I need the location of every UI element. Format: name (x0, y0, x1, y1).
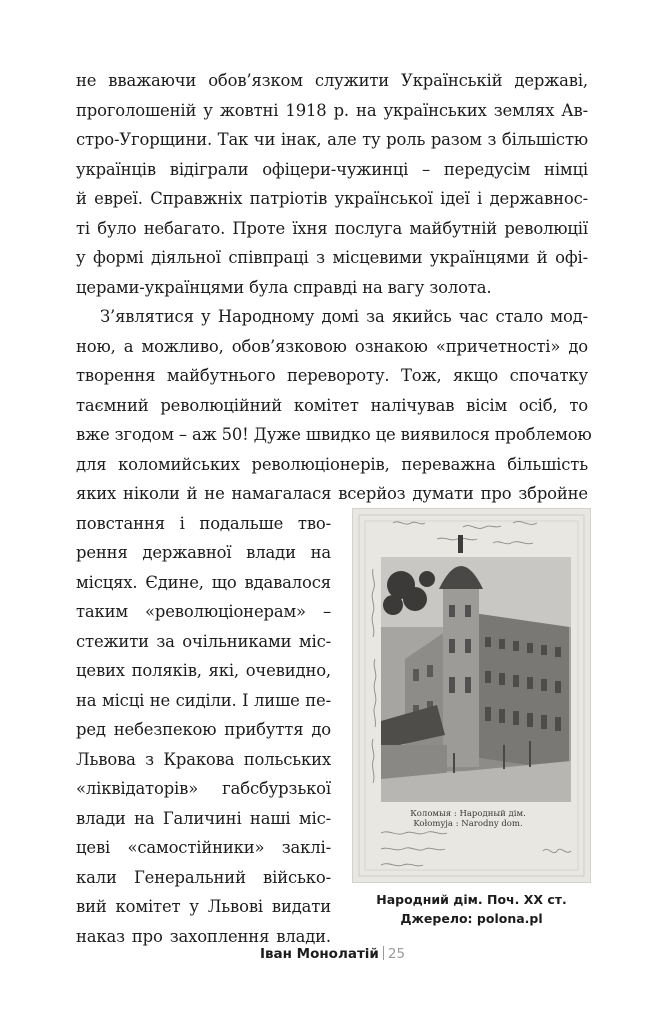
body-line: у формі діяльної співпраці з місцевими українцями й офі- (76, 248, 588, 267)
page-footer (0, 946, 665, 962)
page-number: 25 (387, 946, 406, 962)
body-line: «ліквідаторів» габсбурзької (76, 779, 331, 798)
body-line: українців відіграли офіцери-чужинці – передусім німці (76, 160, 588, 179)
body-line: стро-Угорщини. Так чи інак, але ту роль разом з більшістю (76, 130, 588, 149)
body-line: й евреї. Справжніх патріотів української ідеї і державнос- (76, 189, 588, 208)
body-line: таємний революційний комітет налічував вісім осіб, то (76, 396, 588, 415)
body-line: яких ніколи й не намагалася всерйоз думати про збройне (76, 484, 588, 503)
body-line: ною, а можливо, обов’язковою ознакою «причетності» до (76, 337, 588, 356)
postcard-caption-line2: Kołomyja : Narodny dom. (413, 819, 523, 829)
paragraph-first-line: З’являтися у Народному домі за якийсь час стало мод- (100, 307, 588, 326)
postcard-caption-line1: Коломыя : Народный дім. (410, 809, 526, 819)
postcard-photo (352, 508, 591, 883)
body-line: проголошеній у жовтні 1918 р. на українських землях Ав- (76, 101, 588, 120)
paragraph-last-line: наказ про захоплення влади. (76, 927, 331, 946)
body-line: місцях. Єдине, що вдавалося (76, 573, 331, 592)
body-line: повстання і подальше тво- (76, 514, 331, 533)
body-line: рення державної влади на (76, 543, 331, 562)
body-line: таким «революціонерам» – (76, 602, 331, 621)
body-line: для коломийських революціонерів, переважна більшість (76, 455, 588, 474)
body-line: на місці не сиділи. І лише пе- (76, 691, 331, 710)
figure-caption-source: Джерело: polona.pl (400, 911, 543, 926)
body-line: кали Генеральний військо- (76, 868, 331, 887)
body-line: стежити за очільниками міс- (76, 632, 331, 651)
figure-caption-title: Народний дім. Поч. XX ст. (376, 892, 567, 907)
body-line: вже згодом – аж 50! Дуже швидко це виявилося проблемою (76, 425, 592, 444)
footer-separator (383, 946, 384, 960)
body-line: не вважаючи обов’язком служити Українській державі, (76, 71, 588, 90)
body-line: цевих поляків, які, очевидно, (76, 661, 331, 680)
running-author: Іван Монолатій (259, 946, 379, 962)
body-line: вий комітет у Львові видати (76, 897, 331, 916)
body-line: творення майбутнього перевороту. Тож, якщо спочатку (76, 366, 588, 385)
body-line: влади на Галичині наші міс- (76, 809, 331, 828)
paragraph-last-line: церами-українцями була справді на вагу золота. (76, 278, 492, 297)
body-line: цеві «самостійники» заклі- (76, 838, 331, 857)
body-line: Львова з Кракова польських (76, 750, 331, 769)
body-line: ті було небагато. Проте їхня послуга майбутній революції (76, 219, 588, 238)
body-line: ред небезпекою прибуття до (76, 720, 331, 739)
